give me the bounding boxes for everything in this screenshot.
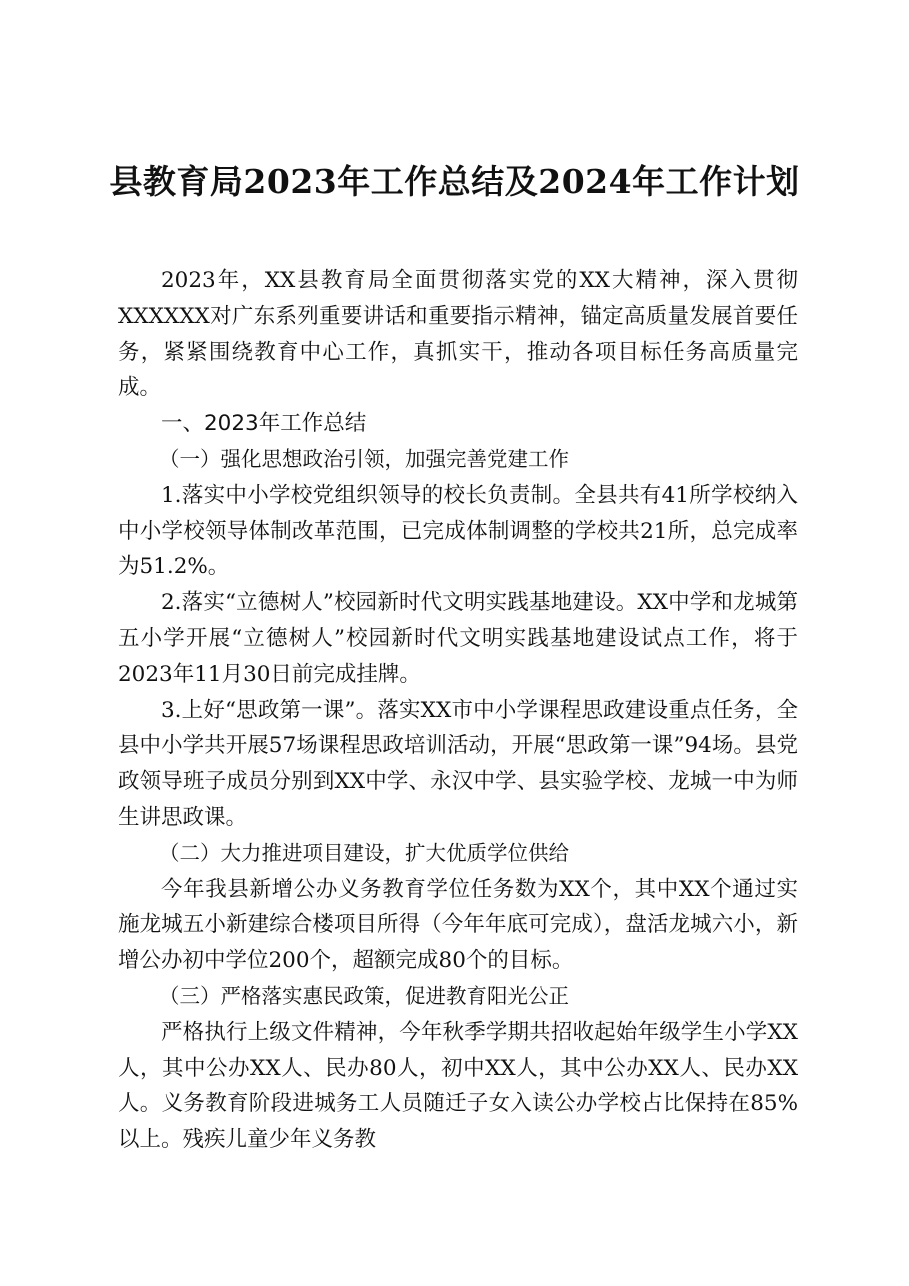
- document-body: [118, 263, 798, 1158]
- policy-paragraph: 严格执行上级文件精神，今年秋季学期共招收起始年级学生小学XX人，其中公办XX人、民办80人，初中XX人，其中公办XX人、民办XX人。义务教育阶段进城务工人员随迁子女入读公办学校占比保持在85%以上。残疾儿童少年义务教: [118, 1019, 798, 1153]
- intro-paragraph: 2023年，XX县教育局全面贯彻落实党的XX大精神，深入贯彻XXXXXX对广东系列重要讲话和重要指示精神，锚定高质量发展首要任务，紧紧围绕教育中心工作，真抓实干，推动各项目标任务高质量完成。: [118, 268, 798, 401]
- subsection-heading-3: （三）严格落实惠民政策，促进教育阳光公正: [159, 983, 569, 1008]
- project-paragraph: 今年我县新增公办义务教育学位任务数为XX个，其中XX个通过实施龙城五小新建综合楼项目所得（今年年底可完成），盘活龙城六小，新增公办初中学位200个，超额完成80个的目标。: [118, 876, 798, 974]
- subsection-heading-1: （一）强化思想政治引领，加强完善党建工作: [159, 446, 569, 471]
- section-heading-2023-summary: 一、2023年工作总结: [161, 411, 367, 437]
- item-paragraph-2: 2.落实“立德树人”校园新时代文明实践基地建设。XX中学和龙城第五小学开展“立德树人”校园新时代文明实践基地建设试点工作，将于2023年11月30日前完成挂牌。: [118, 590, 798, 687]
- document-title: 县教育局2023年工作总结及2024年工作计划: [109, 162, 800, 201]
- item-paragraph-3: 3.上好“思政第一课”。落实XX市中小学课程思政建设重点任务，全县中小学共开展57场课程思政培训活动，开展“思政第一课”94场。县党政领导班子成员分别到XX中学、永汉中学、县实验学校、龙城一中为师生讲思政课。: [118, 697, 798, 830]
- subsection-heading-2: （二）大力推进项目建设，扩大优质学位供给: [159, 840, 569, 865]
- item-paragraph-1: 1.落实中小学校党组织领导的校长负责制。全县共有41所学校纳入中小学校领导体制改革范围，已完成体制调整的学校共21所，总完成率为51.2%。: [118, 482, 798, 580]
